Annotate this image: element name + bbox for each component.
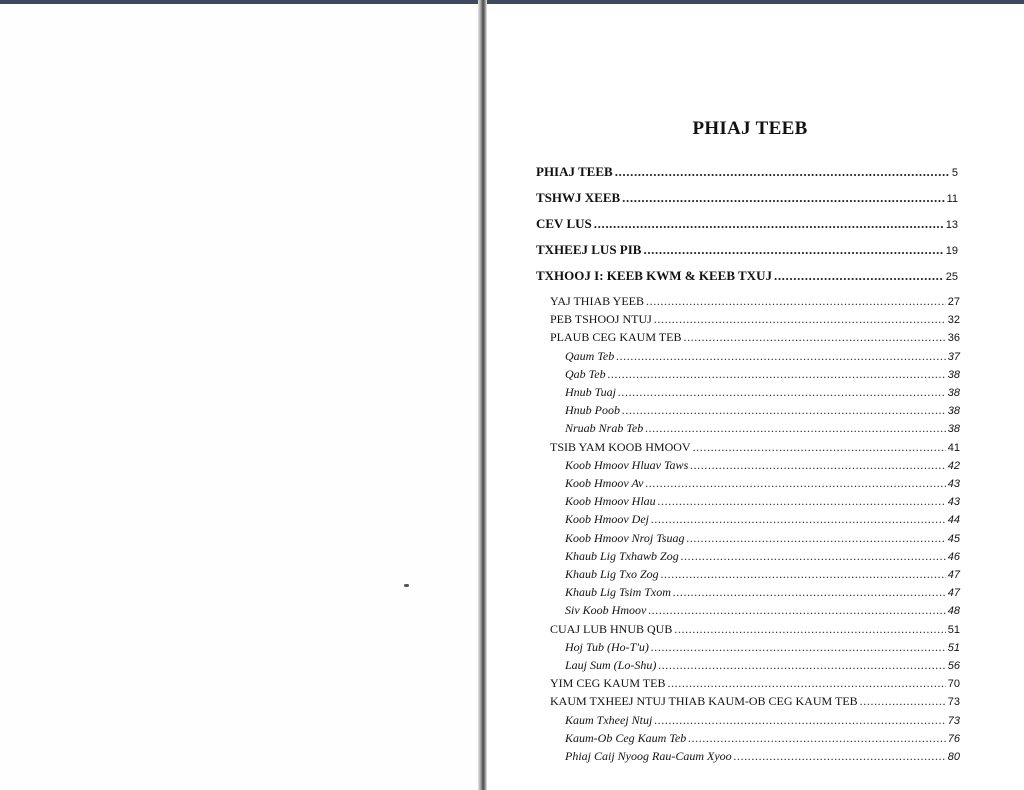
page-title: PHIAJ TEEB: [692, 118, 808, 139]
toc-entry[interactable]: [565, 585, 960, 601]
toc-leader-dots: [860, 694, 946, 709]
toc-entry-label: TXHEEJ LUS PIB: [536, 242, 642, 257]
toc-entry[interactable]: [565, 385, 960, 401]
toc-leader-dots: [673, 585, 946, 600]
toc-entry[interactable]: [565, 658, 960, 674]
toc-entry-label: TSHWJ XEEB: [536, 190, 621, 205]
toc-leader-dots: [645, 476, 945, 491]
toc-leader-dots: [734, 749, 946, 764]
toc-entry-page-number: 73: [947, 714, 960, 727]
toc-leader-dots: [643, 242, 943, 258]
toc-leader-dots: [618, 385, 946, 400]
toc-entry-page-number: 46: [947, 550, 960, 563]
toc-entry-label: CEV LUS: [536, 216, 592, 231]
toc-entry-page-number: 38: [947, 387, 960, 399]
toc-leader-dots: [681, 549, 946, 564]
toc-leader-dots: [774, 268, 944, 284]
toc-entry-label: Lauj Sum (Lo-Shu): [565, 658, 657, 672]
toc-entry-page-number: 32: [947, 314, 960, 327]
toc-entry-page-number: 76: [947, 732, 960, 745]
toc-entry-label: Qaum Teb: [565, 348, 615, 363]
toc-entry-page-number: 80: [947, 751, 960, 763]
toc-entry[interactable]: [565, 476, 960, 492]
toc-entry[interactable]: [565, 713, 960, 729]
toc-leader-dots: [674, 622, 945, 637]
toc-entry-page-number: 11: [946, 193, 958, 205]
toc-entry[interactable]: [565, 731, 960, 747]
toc-entry-label: Khaub Lig Txo Zog: [565, 567, 659, 581]
toc-entry[interactable]: [565, 512, 960, 528]
toc-leader-dots: [616, 349, 946, 364]
toc-entry-label: Koob Hmoov Hlau: [565, 494, 656, 509]
toc-entry-page-number: 47: [947, 587, 960, 600]
toc-entry-label: PHIAJ TEEB: [536, 164, 613, 179]
toc-entry[interactable]: [565, 349, 960, 365]
toc-entry-page-number: 43: [947, 478, 960, 490]
toc-leader-dots: [690, 458, 946, 473]
toc-entry-page-number: 56: [947, 660, 960, 672]
toc-entry-page-number: 51: [947, 641, 960, 654]
toc-entry[interactable]: [565, 549, 960, 565]
toc-entry-label: CUAJ LUB HNUB QUB: [550, 621, 673, 636]
toc-entry[interactable]: [565, 531, 960, 547]
toc-leader-dots: [686, 531, 945, 546]
toc-entry[interactable]: [565, 367, 960, 383]
toc-entry[interactable]: [550, 294, 960, 310]
toc-entry[interactable]: [536, 164, 958, 182]
toc-entry-page-number: 41: [947, 441, 960, 454]
toc-entry[interactable]: [565, 749, 960, 765]
toc-leader-dots: [645, 421, 946, 436]
toc-entry-page-number: 37: [947, 350, 960, 363]
toc-entry-page-number: 42: [947, 459, 960, 472]
toc-entry[interactable]: [536, 242, 958, 260]
toc-entry-label: Qab Teb: [565, 366, 606, 381]
toc-entry-label: Hnub Poob: [565, 403, 620, 418]
toc-leader-dots: [688, 731, 946, 746]
toc-entry-label: Hoj Tub (Ho-T'u): [565, 639, 649, 654]
toc-entry-label: PEB TSHOOJ NTUJ: [550, 312, 652, 327]
toc-entry-page-number: 5: [951, 167, 958, 179]
toc-entry-page-number: 45: [947, 532, 960, 545]
toc-entry-page-number: 47: [947, 569, 960, 581]
toc-leader-dots: [622, 403, 946, 418]
toc-entry-label: PLAUB CEG KAUM TEB: [550, 330, 682, 345]
toc-entry[interactable]: [550, 330, 960, 346]
toc-entry-page-number: 51: [947, 623, 960, 636]
toc-entry[interactable]: [565, 567, 960, 583]
toc-leader-dots: [622, 190, 944, 206]
toc-entry-page-number: 19: [945, 245, 958, 257]
toc-entry[interactable]: [550, 694, 960, 710]
toc-entry-page-number: 44: [947, 514, 960, 527]
toc-leader-dots: [693, 440, 946, 455]
toc-entry-page-number: 25: [945, 271, 958, 283]
toc-entry-label: TXHOOJ I: KEEB KWM & KEEB TXUJ: [536, 268, 772, 283]
toc-leader-dots: [646, 294, 946, 309]
toc-entry[interactable]: [550, 440, 960, 456]
toc-leader-dots: [667, 676, 945, 691]
toc-entry[interactable]: [536, 216, 958, 234]
toc-entry[interactable]: [565, 603, 960, 619]
toc-leader-dots: [615, 164, 950, 180]
toc-entry-page-number: 38: [947, 405, 960, 418]
toc-entry-page-number: 48: [947, 605, 960, 618]
toc-leader-dots: [651, 512, 946, 527]
toc-leader-dots: [658, 658, 945, 673]
toc-entry-label: Koob Hmoov Nroj Tsuag: [565, 530, 685, 545]
toc-leader-dots: [594, 216, 944, 232]
toc-leader-dots: [608, 367, 946, 382]
toc-leader-dots: [658, 494, 946, 509]
toc-entry-page-number: 70: [947, 678, 960, 691]
toc-entry-label: YAJ THIAB YEEB: [550, 294, 645, 308]
toc-leader-dots: [651, 640, 946, 655]
toc-entry[interactable]: [565, 494, 960, 510]
toc-entry-page-number: 73: [947, 696, 960, 709]
toc-entry-page-number: 38: [947, 368, 960, 381]
toc-entry-label: Kaum Txheej Ntuj: [565, 712, 653, 727]
toc-entry[interactable]: [550, 676, 960, 692]
toc-leader-dots: [654, 713, 945, 728]
toc-entry-label: KAUM TXHEEJ NTUJ THIAB KAUM-OB CEG KAUM TEB: [550, 694, 858, 709]
toc-entry-label: Koob Hmoov Av: [565, 476, 644, 490]
toc-leader-dots: [661, 567, 946, 582]
toc-entry-label: Phiaj Caij Nyoog Rau-Caum Xyoo: [565, 749, 732, 763]
toc-entry-page-number: 13: [945, 219, 958, 231]
toc-entry-page-number: 43: [947, 496, 960, 509]
toc-entry-label: Siv Koob Hmoov: [565, 603, 647, 618]
toc-entry[interactable]: [565, 640, 960, 656]
toc-leader-dots: [648, 603, 945, 618]
toc-entry[interactable]: [565, 421, 960, 437]
toc-entry-page-number: 36: [947, 332, 960, 345]
toc-entry[interactable]: [536, 190, 958, 208]
toc-entry-page-number: 38: [947, 423, 960, 436]
toc-entry-label: Koob Hmoov Dej: [565, 512, 649, 527]
toc-leader-dots: [683, 330, 945, 345]
toc-entry-label: YIM CEG KAUM TEB: [550, 676, 666, 691]
toc-entry[interactable]: [565, 458, 960, 474]
toc-entry[interactable]: [550, 622, 960, 638]
toc-entry[interactable]: [565, 403, 960, 419]
toc-entry-label: Hnub Tuaj: [565, 385, 617, 399]
toc-entry-page-number: 27: [947, 296, 960, 308]
toc-leader-dots: [654, 312, 946, 327]
toc-entry-label: Kaum-Ob Ceg Kaum Teb: [565, 730, 687, 745]
toc-entry-label: Nruab Nrab Teb: [565, 421, 644, 436]
toc-entry[interactable]: [550, 312, 960, 328]
toc-entry-label: Khaub Lig Tsim Txom: [565, 585, 671, 600]
toc-entry[interactable]: [536, 268, 958, 286]
toc-entry-label: TSIB YAM KOOB HMOOV: [550, 439, 691, 454]
toc-entry-label: Khaub Lig Txhawb Zog: [565, 548, 679, 563]
toc-entry-label: Koob Hmoov Hluav Taws: [565, 457, 689, 472]
